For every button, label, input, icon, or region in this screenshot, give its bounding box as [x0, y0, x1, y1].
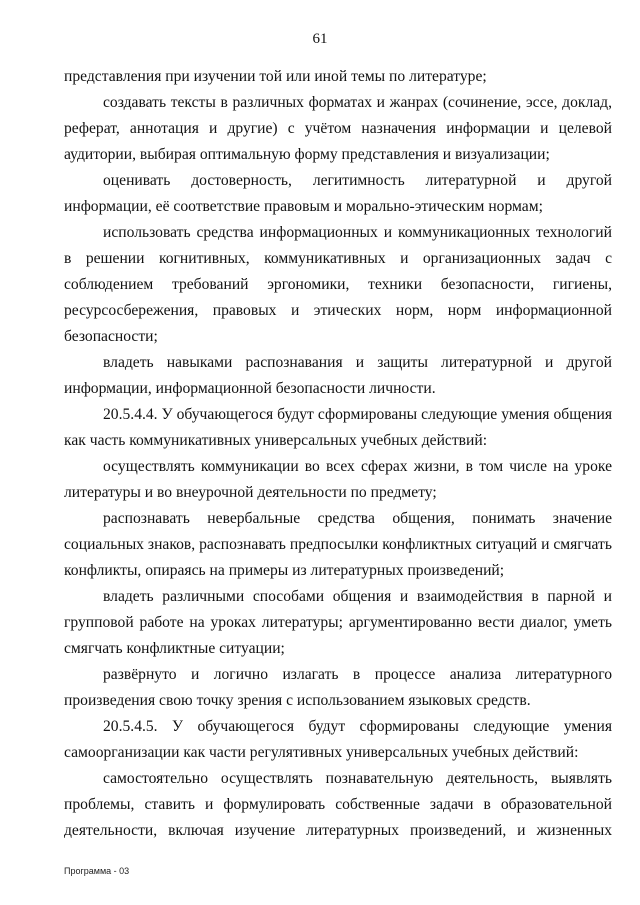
footer-label: Программа - 03: [64, 866, 130, 876]
page-number: 61: [312, 31, 328, 47]
paragraph: оценивать достоверность, легитимность литературной и другой информации, её соответствие правовым и морально-этическим нормам;: [64, 172, 612, 215]
paragraph: использовать средства информационных и коммуникационных технологий в решении когнитивных, коммуникативных и организационных задач с соблюдением требований эргономики, техники безопасности, гигиены, ресурсосбережения, правовых и этических норм, норм информационной безопасности;: [64, 224, 612, 345]
paragraph: создавать тексты в различных форматах и жанрах (сочинение, эссе, доклад, реферат, аннотация и другие) с учётом назначения информации и целевой аудитории, выбирая оптимальную форму представления и визуализации;: [64, 94, 612, 163]
paragraph: осуществлять коммуникации во всех сферах жизни, в том числе на уроке литературы и во внеурочной деятельности по предмету;: [64, 458, 612, 501]
paragraph: развёрнуто и логично излагать в процессе анализа литературного произведения свою точку зрения с использованием языковых средств.: [64, 666, 612, 709]
paragraph: представления при изучении той или иной темы по литературе;: [64, 68, 487, 85]
section-heading-paragraph: 20.5.4.5. У обучающегося будут сформированы следующие умения самоорганизации как части регулятивных универсальных учебных действий:: [64, 718, 612, 761]
section-heading-paragraph: 20.5.4.4. У обучающегося будут сформированы следующие умения общения как часть коммуникативных универсальных учебных действий:: [64, 406, 612, 449]
document-body: [64, 64, 612, 844]
paragraph: самостоятельно осуществлять познавательную деятельность, выявлять проблемы, ставить и формулировать собственные задачи в образовательной деятельности, включая изучение литературных произведений, и жизненных: [64, 770, 612, 839]
paragraph: владеть различными способами общения и взаимодействия в парной и групповой работе на уроках литературы; аргументированно вести диалог, уметь смягчать конфликтные ситуации;: [64, 588, 612, 657]
paragraph: владеть навыками распознавания и защиты литературной и другой информации, информационной безопасности личности.: [64, 354, 612, 397]
paragraph: распознавать невербальные средства общения, понимать значение социальных знаков, распознавать предпосылки конфликтных ситуаций и смягчать конфликты, опираясь на примеры из литературных произведений;: [64, 510, 612, 579]
